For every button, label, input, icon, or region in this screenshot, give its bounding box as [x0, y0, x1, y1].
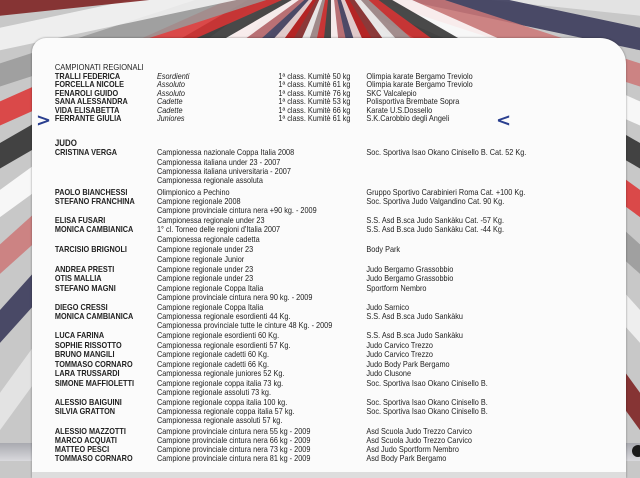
athlete-club: S.K.Carobbio degli Angeli — [366, 114, 449, 123]
athlete-title: Olimpionico a Pechino — [157, 188, 230, 197]
athlete-club: S.S. Asd B.sca Judo Sankàku Cat. -57 Kg. — [366, 216, 504, 225]
athlete-category: Cadette — [157, 97, 183, 106]
athlete-name: VIDA ELISABETTA — [55, 106, 120, 115]
athlete-name: BRUNO MANGILI — [55, 350, 115, 359]
athlete-club: Body Park — [366, 245, 400, 254]
athlete-club: Soc. Sportiva Isao Okano Cinisello B. — [366, 407, 487, 416]
athlete-title: Campione provinciale cintura nera 66 kg - 2009 — [157, 436, 310, 445]
athlete-club: Olimpia karate Bergamo Treviolo — [366, 80, 472, 89]
athlete-result: 1ª class. Kumitè 61 kg — [278, 114, 350, 123]
athlete-title: Campionessa regionale assoluti 57 kg. — [157, 416, 282, 425]
athlete-club: Judo Clusone — [366, 369, 411, 378]
athlete-title: Campione provinciale cintura nera 55 kg - 2009 — [157, 427, 310, 436]
athlete-title: Campionessa italiana under 23 - 2007 — [157, 158, 280, 167]
athlete-title: Campione regionale esordienti 60 Kg. — [157, 331, 279, 340]
athlete-result: 1ª class. Kumitè 76 kg — [278, 89, 350, 98]
corner-dot — [632, 445, 640, 457]
athlete-title: Campionessa provinciale tutte le cinture 48 Kg. - 2009 — [157, 321, 332, 330]
athlete-category: Esordienti — [157, 72, 189, 81]
athlete-name: FERRANTE GIULIA — [55, 114, 122, 123]
athlete-club: Judo Carvico Trezzo — [366, 341, 433, 350]
athlete-result: 1ª class. Kumitè 66 kg — [278, 106, 350, 115]
athlete-name: MARCO ACQUATI — [55, 436, 117, 445]
athlete-club: Asd Scuola Judo Trezzo Carvico — [366, 427, 472, 436]
athlete-category: Assoluto — [157, 80, 185, 89]
athlete-name: OTIS MALLIA — [55, 274, 102, 283]
athlete-club: Karate U.S.Dossello — [366, 106, 432, 115]
athlete-title: Campione regionale Coppa Italia — [157, 284, 263, 293]
athlete-name: STEFANO FRANCHINA — [55, 197, 135, 206]
athlete-club: Judo Body Park Bergamo — [366, 360, 449, 369]
athlete-title: Campionessa regionale esordienti 44 Kg. — [157, 312, 291, 321]
athlete-title: Campionessa regionale juniores 52 Kg. — [157, 369, 284, 378]
athlete-title: 1° cl. Torneo delle regioni d'Italia 2007 — [157, 225, 280, 234]
athlete-name: MATTEO PESCI — [55, 445, 109, 454]
athlete-title: Campionessa regionale assoluta — [157, 176, 263, 185]
athlete-title: Campionessa regionale under 23 — [157, 216, 265, 225]
athlete-name: DIEGO CRESSI — [55, 303, 108, 312]
athlete-name: LARA TRUSSARDI — [55, 369, 120, 378]
athlete-name: MONICA CAMBIANICA — [55, 225, 133, 234]
athlete-club: Soc. Sportiva Isao Okano Cinisello B. — [366, 379, 487, 388]
athlete-name: TRALLI FEDERICA — [55, 72, 120, 81]
athlete-category: Cadette — [157, 106, 183, 115]
athlete-club: Soc. Sportiva Isao Okano Cinisello B. Cat. 52 Kg. — [366, 148, 526, 157]
athlete-club: Judo Sarnico — [366, 303, 409, 312]
athlete-name: TOMMASO CORNARO — [55, 360, 133, 369]
athlete-club: Judo Bergamo Grassobbio — [366, 274, 453, 283]
athlete-name: MONICA CAMBIANICA — [55, 312, 133, 321]
athlete-name: ELISA FUSARI — [55, 216, 105, 225]
athlete-name: PAOLO BIANCHESSI — [55, 188, 127, 197]
athlete-title: Campione regionale under 23 — [157, 274, 253, 283]
athlete-title: Campionessa regionale esordienti 57 Kg. — [157, 341, 291, 350]
athlete-title: Campionessa regionale coppa italia 57 kg. — [157, 407, 295, 416]
athlete-club: S.S. Asd B.sca Judo Sankàku — [366, 331, 463, 340]
athlete-title: Campione regionale Coppa Italia — [157, 303, 263, 312]
athlete-title: Campionessa regionale cadetta — [157, 235, 260, 244]
athlete-title: Campione regionale under 23 — [157, 245, 253, 254]
athlete-club: Judo Carvico Trezzo — [366, 350, 433, 359]
athlete-club: S.S. Asd B.sca Judo Sankàku — [366, 312, 463, 321]
athlete-title: Campione provinciale cintura nera 90 kg. - 2009 — [157, 293, 312, 302]
athlete-name: ALESSIO BAIGUINI — [55, 398, 122, 407]
athlete-club: Soc. Sportiva Isao Okano Cinisello B. — [366, 398, 487, 407]
athlete-name: ALESSIO MAZZOTTI — [55, 427, 126, 436]
athlete-club: Asd Judo Sportform Nembro — [366, 445, 459, 454]
athlete-club: SKC Valcalepio — [366, 89, 416, 98]
athlete-club: Asd Scuola Judo Trezzo Carvico — [366, 436, 472, 445]
athlete-club: S.S. Asd B.sca Judo Sankàku Cat. -44 Kg. — [366, 225, 504, 234]
athlete-name: TARCISIO BRIGNOLI — [55, 245, 127, 254]
judo-heading: JUDO — [55, 139, 77, 148]
athlete-name: SIMONE MAFFIOLETTI — [55, 379, 134, 388]
athlete-category: Juniores — [157, 114, 185, 123]
athlete-title: Campione regionale cadetti 66 Kg. — [157, 360, 269, 369]
athlete-name: SILVIA GRATTON — [55, 407, 115, 416]
athlete-club: Judo Bergamo Grassobbio — [366, 265, 453, 274]
right-arrow-icon: < — [496, 113, 511, 129]
athlete-title: Campione regionale cadetti 60 Kg. — [157, 350, 269, 359]
athlete-result: 1ª class. Kumitè 61 kg — [278, 80, 350, 89]
campionati-heading: CAMPIONATI REGIONALI — [55, 63, 144, 72]
athlete-title: Campione regionale coppa italia 73 kg. — [157, 379, 283, 388]
page-edge — [32, 472, 626, 478]
athlete-title: Campionessa italiana universitaria - 2007 — [157, 167, 291, 176]
athlete-name: STEFANO MAGNI — [55, 284, 116, 293]
athlete-name: FENAROLI GUIDO — [55, 89, 118, 98]
athlete-title: Campione provinciale cintura nera 81 kg - 2009 — [157, 454, 310, 463]
athlete-name: CRISTINA VERGA — [55, 148, 117, 157]
athlete-title: Campione regionale Junior — [157, 255, 244, 264]
athlete-title: Campione provinciale cintura nera +90 kg. - 2009 — [157, 206, 317, 215]
athlete-name: TOMMASO CORNARO — [55, 454, 133, 463]
athlete-club: Polisportiva Brembate Sopra — [366, 97, 459, 106]
athlete-title: Campionessa nazionale Coppa Italia 2008 — [157, 148, 294, 157]
athlete-name: FORCELLA NICOLE — [55, 80, 124, 89]
athlete-title: Campione regionale assoluti 73 kg. — [157, 388, 271, 397]
left-arrow-icon: > — [36, 113, 51, 129]
athlete-name: LUCA FARINA — [55, 331, 104, 340]
athlete-club: Soc. Sportiva Judo Valgandino Cat. 90 Kg. — [366, 197, 504, 206]
athlete-name: SANA ALESSANDRA — [55, 97, 128, 106]
athlete-title: Campione regionale under 23 — [157, 265, 253, 274]
athlete-title: Campione regionale 2008 — [157, 197, 241, 206]
athlete-category: Assoluto — [157, 89, 185, 98]
athlete-name: SOPHIE RISSOTTO — [55, 341, 122, 350]
athlete-title: Campione regionale coppa italia 100 kg. — [157, 398, 287, 407]
athlete-name: ANDREA PRESTI — [55, 265, 114, 274]
athlete-result: 1ª class. Kumitè 53 kg — [278, 97, 350, 106]
athlete-club: Gruppo Sportivo Carabinieri Roma Cat. +100 Kg. — [366, 188, 525, 197]
athlete-club: Asd Body Park Bergamo — [366, 454, 446, 463]
athlete-title: Campione provinciale cintura nera 73 kg - 2009 — [157, 445, 310, 454]
document-page — [32, 38, 626, 478]
athlete-result: 1ª class. Kumitè 50 kg — [278, 72, 350, 81]
athlete-club: Olimpia karate Bergamo Treviolo — [366, 72, 472, 81]
athlete-club: Sportform Nembro — [366, 284, 426, 293]
